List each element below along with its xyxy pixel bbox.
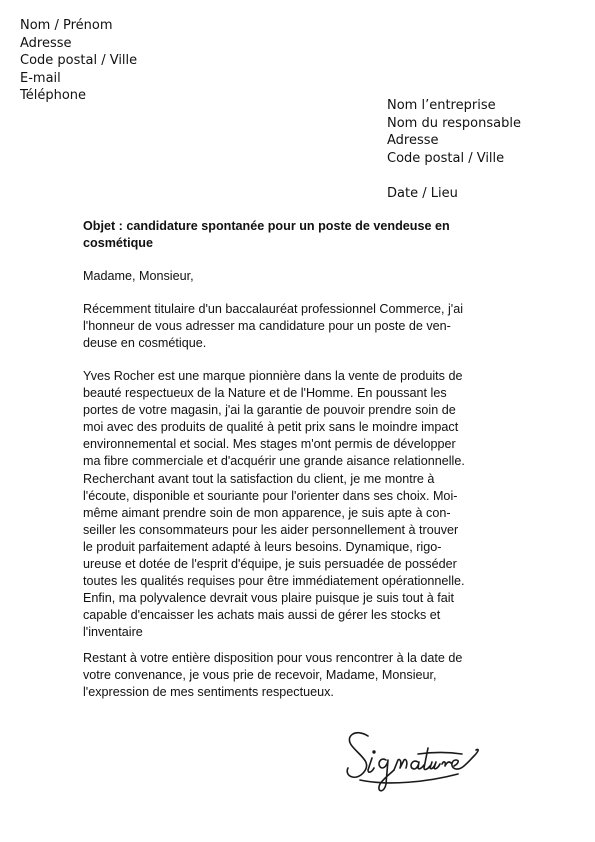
paragraph-line: l'expression de mes sentiments respectueux. [83,685,334,700]
paragraph-line: Récemment titulaire d'un baccalauréat professionnel Commerce, j'ai [83,302,464,316]
paragraph-motivation [83,368,513,642]
sender-postal-city: Code postal / Ville [20,53,138,69]
recipient-block [387,97,521,167]
subject-line-2: cosmétique [83,236,153,251]
paragraph-line: toutes les qualités requises pour être immédiatement opérationnelle. [83,574,465,589]
paragraph-line: beauté respectueux de la Nature et de l'Homme. En poussant les [83,386,447,401]
paragraph-line: même aimant prendre soin de mon apparence, je suis apte à con- [83,505,451,520]
sender-email: E-mail [20,70,61,86]
recipient-address: Adresse [387,133,439,149]
paragraph-line: Enfin, ma polyvalence devrait vous plaire puisque je suis tout à fait [83,591,455,606]
sender-block [20,17,137,105]
date-place: Date / Lieu [387,186,458,201]
recipient-company: Nom l’entreprise [387,98,496,113]
paragraph-line: portes de votre magasin, j'ai la garantie de pouvoir prendre soin de [83,403,456,418]
paragraph-line: capable d'encaisser les achats mais aussi de gérer les stocks et [83,608,441,623]
paragraph-line: Restant à votre entière disposition pour vous rencontrer à la date de [83,651,463,665]
paragraph-line: Recherchant avant tout la satisfaction du client, je me montre à [83,471,435,486]
paragraph-line: l'honneur de vous adresser ma candidature pour un poste de ven- [83,319,451,334]
paragraph-line: votre convenance, je vous prie de recevoir, Madame, Monsieur, [83,668,437,683]
paragraph-line: Yves Rocher est une marque pionnière dans la vente de produits de [83,369,463,383]
paragraph-line: ma fibre commerciale et d'acquérir une grande aisance relationnelle. [83,454,465,469]
sender-name: Nom / Prénom [20,18,113,33]
paragraph-line: environnemental et social. Mes stages m'ont permis de développer [83,437,456,452]
paragraph-line: moi avec des produits de qualité à petit prix sans le moindre impact [83,420,459,435]
paragraph-line: l'inventaire [83,625,143,640]
subject-line-1: Objet : candidature spontanée pour un poste de vendeuse en [83,219,450,233]
paragraph-line: ureuse et dotée de l'esprit d'équipe, je suis persuadée de posséder [83,557,457,572]
paragraph-line: l'écoute, disponible et souriante pour l'orienter dans ses choix. Moi- [83,488,458,503]
subject-line [83,218,513,252]
sender-address: Adresse [20,35,72,51]
sender-phone: Téléphone [20,88,87,104]
salutation: Madame, Monsieur, [83,269,194,283]
handwritten-signature [338,722,508,802]
recipient-manager: Nom du responsable [387,115,521,131]
paragraph-closing [83,650,513,701]
paragraph-intro [83,301,513,352]
paragraph-line: deuse en cosmétique. [83,336,207,351]
paragraph-line: seiller les consommateurs pour les aider personnellement à trouver [83,522,459,537]
recipient-postal-city: Code postal / Ville [387,150,505,166]
paragraph-line: le produit parfaitement adapté à leurs besoins. Dynamique, rigo- [83,539,442,554]
